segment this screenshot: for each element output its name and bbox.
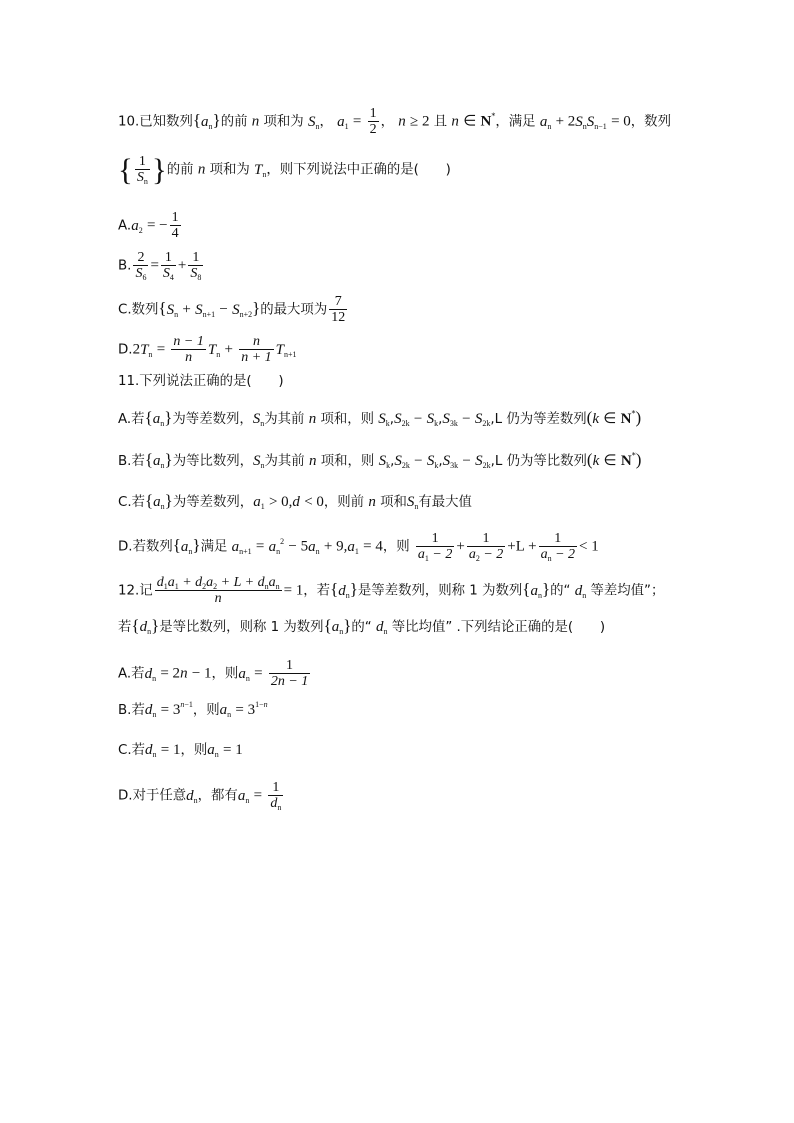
q11-option-c: C.若$\{a_n\}$为等差数列，$a_1 > 0,d < 0$，则前 n 项和$S_n$有最大值 [118,491,472,511]
q10-option-b: B. $\frac{2}{S_6}$ = $\frac{1}{S_4}$ + $\frac{1}{S_8}$ [118,250,202,282]
q12-option-a: A.若$d_n = 2n - 1$，则$a_n$ = $\frac{1}{2n - 1}$ [118,658,309,689]
q10-stem-line-2: { $\frac{1}{S_n}$ }的前 n 项和为 $T_n$，则下列说法中正确的是( ) [118,152,451,187]
q11-option-d: D.若数列$\{a_n\}$满足 $a_{n+1} = a_n^2 - 5a_n + 9,a_1 = 4$，则 $\frac{1}{a_1 - 2}$ + $\frac{1}{a_2 - 2}$ +L + $\frac{1}{a_n - 2}$ < 1 [118,531,599,563]
q10-option-d: $D.2T_n$ = $\frac{n - 1}{n}$ $T_n$ + $\frac{n}{n + 1}$ $T_{n+1}$ [118,334,297,365]
q12-stem-line-2: 若$\{d_n\}$是等比数列，则称 1 为数列$\{a_n\}$的“ $d_n$ 等比均值” .下列结论正确的是( ) [118,616,606,636]
q12-stem-line-1: 12.记 $\frac{d_1a_1 + d_2a_2 + L + d_na_n}{n}$ = 1，若$\{d_n\}$是等差数列，则称 1 为数列$\{a_n\}$的“ $d_n$ 等差均值”； [118,575,665,606]
q11-option-b: B.若$\{a_n\}$为等比数列，$S_n$为其前 n 项和，则 $S_k,S_{2k} - S_k,S_{3k} - S_{2k},L$ 仍为等比数列(k ∈ N*) [118,450,642,470]
q11-option-a: A.若$\{a_n\}$为等差数列，$S_n$为其前 n 项和，则 $S_k,S_{2k} - S_k,S_{3k} - S_{2k},L$ 仍为等差数列(k ∈ N*) [118,408,642,428]
q12-option-c: C.若$d_n = 1$，则$a_n = 1$ [118,742,243,759]
q12-option-d: D.对于任意$d_n$，都有$a_n$ = $\frac{1}{d_n}$ [118,780,282,812]
q12-option-b: B.若$d_n = 3^{n-1}$，则$a_n = 3^{1-n}$ [118,700,268,719]
q11-stem: 11.下列说法正确的是( ) [118,374,284,389]
q10-option-a: $A.a_2$ = − $\frac{1}{4}$ [118,210,179,241]
q10-stem-line-1: 10.已知数列$\{a_n\}$的前 n 项和为 $S_n$， $a_1$ = $\frac{1}{2}$ ， n ≥ 2 且 n ∈ N*，满足 $a_n + 2S_nS_{n-1} = 0$，数列 [118,106,671,137]
q10-option-c: C.数列$\{S_n + S_{n+1} - S_{n+2}\}$的最大项为 $\frac{7}{12}$ [118,294,346,325]
